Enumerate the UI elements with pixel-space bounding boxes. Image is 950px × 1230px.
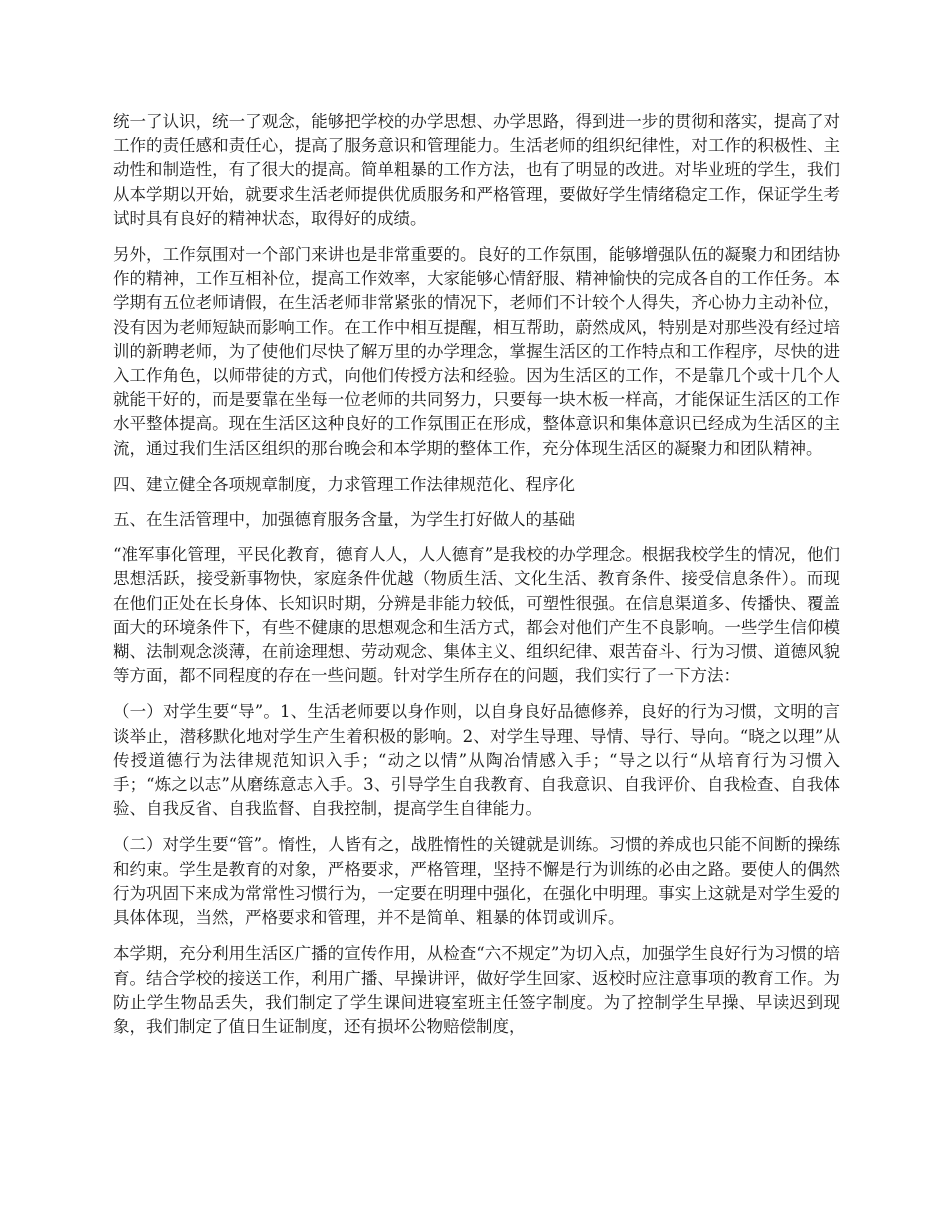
section-heading-rules: 四、建立健全各项规章制度，力求管理工作法律规范化、程序化	[113, 474, 575, 494]
paragraph-work-attitude: 统一了认识，统一了观念，能够把学校的办学思想、办学思路，得到进一步的贯彻和落实，提高了对工作的责任感和责任心，提高了服务意识和管理能力。生活老师的组织纪律性，对工作的积极性、主动性和制造性，有了很大的提高。简单粗暴的工作方法，也有了明显的改进。对毕业班的学生，我们从本学期以开始，就要求生活老师提供优质服务和严格管理，要做好学生情绪稳定工作，保证学生考试时具有良好的精神状态，取得好的成绩。	[113, 112, 840, 228]
document-body	[113, 110, 840, 1051]
paragraph-this-semester: 本学期，充分利用生活区广播的宣传作用，从检查“六不规定”为切入点，加强学生良好行为习惯的培育。结合学校的接送工作，利用广播、早操讲评，做好学生回家、返校时应注意事项的教育工作。为防止学生物品丢失，我们制定了学生课间进寝室班主任签字制度。为了控制学生早操、早读迟到现象，我们制定了值日生证制度，还有损坏公物赔偿制度，	[113, 944, 840, 1036]
paragraph-school-philosophy: “准军事化管理，平民化教育，德育人人，人人德育”是我校的办学理念。根据我校学生的情况，他们思想活跃，接受新事物快，家庭条件优越（物质生活、文化生活、教育条件、接受信息条件）。而现在他们正处在长身体、长知识时期，分辨是非能力较低，可塑性很强。在信息渠道多、传播快、覆盖面大的环境条件下，有些不健康的思想观念和生活方式，都会对他们产生不良影响。一些学生信仰模糊、法制观念淡薄，在前途理想、劳动观念、集体主义、组织纪律、艰苦奋斗、行为习惯、道德风貌等方面，都不同程度的存在一些问题。针对学生所存在的问题，我们实行了一下方法：	[113, 545, 840, 686]
paragraph-manage-students: （二）对学生要“管”。惰性，人皆有之，战胜惰性的关键就是训练。习惯的养成也只能不间断的操练和约束。学生是教育的对象，严格要求，严格管理，坚持不懈是行为训练的必由之路。要使人的偶然行为巩固下来成为常常性习惯行为，一定要在明理中强化，在强化中明理。事实上这就是对学生爱的具体体现，当然，严格要求和管理，并不是简单、粗暴的体罚或训斥。	[113, 835, 840, 928]
section-heading-moral-education: 五、在生活管理中，加强德育服务含量，为学生打好做人的基础	[113, 510, 575, 530]
paragraph-work-atmosphere: 另外，工作氛围对一个部门来讲也是非常重要的。良好的工作氛围，能够增强队伍的凝聚力和团结协作的精神，工作互相补位，提高工作效率，大家能够心情舒服、精神愉快的完成各自的工作任务。本学期有五位老师请假，在生活老师非常紧张的情况下，老师们不计较个人得失，齐心协力主动补位，没有因为老师短缺而影响工作。在工作中相互提醒，相互帮助，蔚然成风，特别是对那些没有经过培训的新聘老师，为了使他们尽快了解万里的办学理念，掌握生活区的工作特点和工作程序，尽快的进入工作角色，以师带徒的方式，向他们传授方法和经验。因为生活区的工作，不是靠几个或十几个人就能干好的，而是要靠在坐每一位老师的共同努力，只要每一块木板一样高，才能保证生活区的工作水平整体提高。现在生活区这种良好的工作氛围正在形成，整体意识和集体意识已经成为生活区的主流，通过我们生活区组织的那台晚会和本学期的整体工作，充分体现生活区的凝聚力和团队精神。	[113, 245, 840, 458]
paragraph-guide-students: （一）对学生要“导”。1、生活老师要以身作则，以自身良好品德修养，良好的行为习惯，文明的言谈举止，潜移默化地对学生产生着积极的影响。2、对学生导理、导情、导行、导向。“晓之以理”从传授道德行为法律规范知识入手；“动之以情”从陶冶情感入手；“导之以行“从培育行为习惯入手；“炼之以志”从磨练意志入手。3、引导学生自我教育、自我意识、自我评价、自我检查、自我体验、自我反省、自我监督、自我控制，提高学生自律能力。	[113, 702, 840, 819]
